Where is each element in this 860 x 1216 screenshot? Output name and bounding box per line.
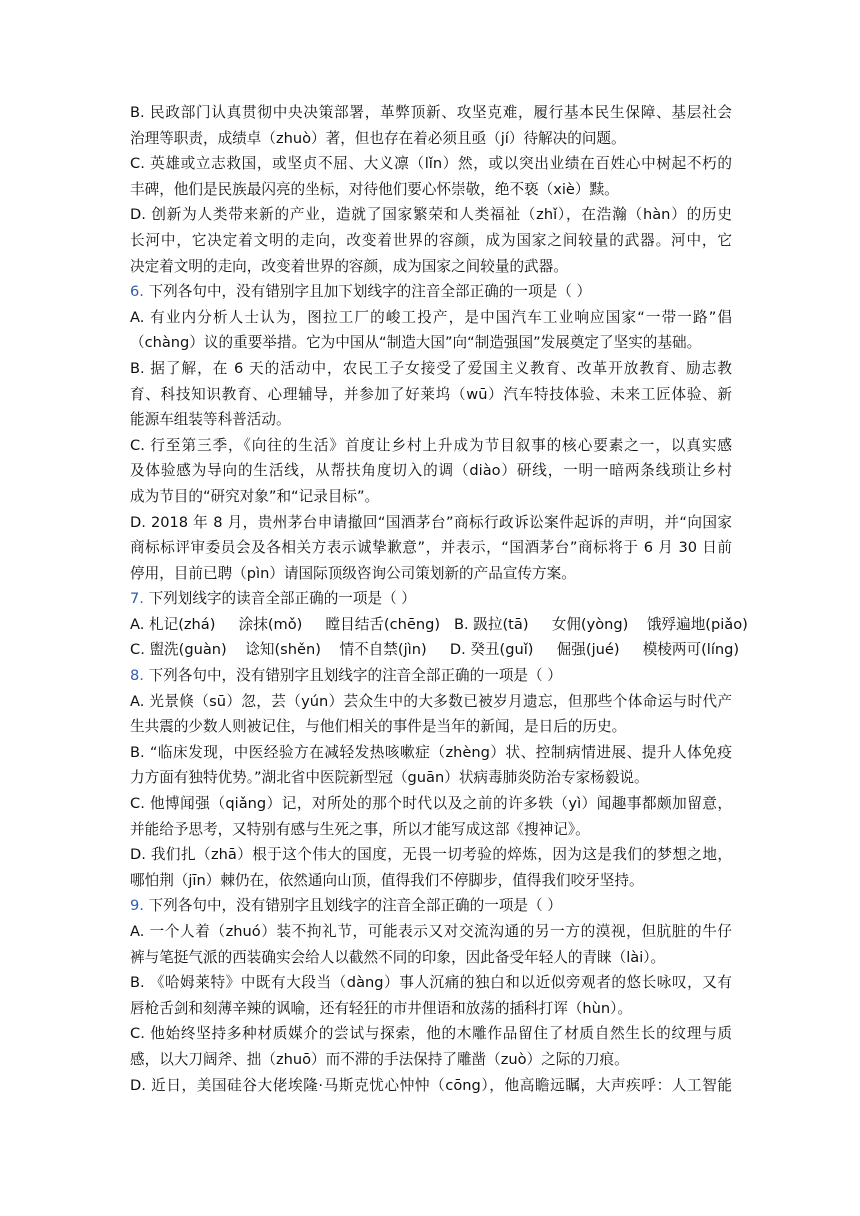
text-line: D. 2018 年 8 月，贵州茅台申请撤回“国酒茅台”商标行政诉讼案件起诉的声明，并“向国家 [130,513,732,531]
question-line [130,279,732,305]
text-line: B. 《哈姆莱特》中既有大段当（dàng）事人沉痛的独白和以近似旁观者的悠长咏叹，又有 [130,974,732,992]
question-number: 9. [130,897,144,915]
text-line: 长河中，它决定着文明的走向，改变着世界的容颜，成为国家之间较量的武器。河中，它 [130,231,732,249]
text-line: C. 英雄或立志救国，或坚贞不屈、大义凛（lǐn）然，或以突出业绩在百姓心中树起不朽的 [130,155,732,173]
text-line: 力方面有独特优势。”湖北省中医院新型冠（guān）状病毒肺炎防治专家杨毅说。 [130,769,649,787]
text-line: C. 他博闻强（qiǎng）记，对所处的那个时代以及之前的许多轶（yì）闻趣事都颇加留意， [130,795,732,813]
text-line: B. 民政部门认真贯彻中央决策部署，革弊顶新、攻坚克难，履行基本民生保障、基层社会 [130,104,732,121]
question-text: 下列划线字的读音全部正确的一项是（ ） [148,590,416,608]
text-line: 并能给予思考，又特别有感与生死之事，所以才能写成这部《搜神记》。 [130,820,590,838]
question-number: 7. [130,590,144,608]
text-line: 丰碑，他们是民族最闪亮的坐标，对待他们要心怀崇敬，绝不亵（xiè）黩。 [130,180,619,198]
text-line: 商标标评审委员会及各相关方表示诚挚歉意”，并表示，“国酒茅台”商标将于 6 月 30 日前 [130,539,732,557]
text-line: 裤与笔挺气派的西装确实会给人以截然不同的印象，因此备受年轻人的青睐（lài）。 [130,948,666,966]
text-line: C. 盥洗(guàn) 谂知(shěn) 情不自禁(jìn) D. 癸丑(guǐ) 倔强(jué) 模棱两可(líng) [130,641,740,659]
text-line: A. 札记(zhá) 涂抹(mǒ) 瞠目结舌(chēng) B. 趿拉(tā) 女佣(yòng) 饿殍遍地(piǎo) [130,615,748,633]
text-line: B. 据了解，在 6 天的活动中，农民工子女接受了爱国主义教育、改革开放教育、励志教 [130,359,732,377]
text-line: 能源车组装等科普活动。 [130,411,291,429]
text-line: 唇枪舌剑和刻薄辛辣的讽喻，还有轻狂的市井俚语和放荡的插科打诨（hùn）。 [130,999,633,1017]
text-line: 育、科技知识教育、心理辅导，并参加了好莱坞（wū）汽车特技体验、未来工匠体验、新 [130,385,732,403]
question-line [130,586,732,612]
text-line: 成为节目的“研究对象”和“记录目标”。 [130,487,380,505]
text-line: C. 行至第三季，《向往的生活》首度让乡村上升成为节目叙事的核心要素之一，以真实感 [130,436,732,454]
text-line: （chàng）议的重要举措。它为中国从“制造大国”向“制造强国”发展奠定了坚实的基础。 [130,334,702,352]
text-line: B. “临床发现，中医经验方在减轻发热咳嗽症（zhèng）状、控制病情进展、提升人体免疫 [130,743,732,761]
text-line: 决定着文明的走向，改变着世界的容颜，成为国家之间较量的武器。 [130,257,568,275]
text-line: D. 我们扎（zhā）根于这个伟大的国度，无畏一切考验的焠炼，因为这是我们的梦想之地， [130,846,732,864]
text-line: 感，以大刀阔斧、拙（zhuō）而不滞的手法保持了雕凿（zuò）之际的刀痕。 [130,1050,629,1068]
question-text: 下列各句中，没有错别字且加下划线字的注音全部正确的一项是（ ） [148,283,592,301]
question-text: 下列各句中，没有错别字且划线字的注音全部正确的一项是（ ） [148,667,562,685]
text-line: 哪怕荆（jīn）棘仍在，依然通向山顶，值得我们不停脚步，值得我们咬牙坚持。 [130,871,644,889]
question-line [130,663,732,689]
text-line: D. 近日，美国硅谷大佬埃隆·马斯克忧心忡忡（cōng），他高瞻远瞩，大声疾呼：人工智能 [130,1076,732,1094]
question-number: 8. [130,667,144,685]
text-line: A. 光景倏（sū）忽，芸（yún）芸众生中的大多数已被岁月遗忘，但那些个体命运与时代产 [130,692,732,710]
question-line [130,893,732,919]
text-line: 及体验感为导向的生活线，从帮扶角度切入的调（diào）研线，一明一暗两条线琐让乡村 [130,462,732,480]
question-number: 6. [130,283,144,301]
text-line: A. 有业内分析人士认为，图拉工厂的峻工投产，是中国汽车工业响应国家“一带一路”倡 [130,308,732,326]
text-line: D. 创新为人类带来新的产业，造就了国家繁荣和人类福祉（zhǐ），在浩瀚（hàn）的历史 [130,206,732,224]
question-text: 下列各句中，没有错别字且划线字的注音全部正确的一项是（ ） [148,897,562,915]
document-page [130,100,748,1098]
text-line: C. 他始终坚持多种材质媒介的尝试与探索，他的木雕作品留住了材质自然生长的纹理与质 [130,1025,732,1043]
text-line: A. 一个人着（zhuó）装不拘礼节，可能表示又对交流沟通的另一方的漠视，但肮脏的牛仔 [130,923,732,940]
text-line: 治理等职责，成绩卓（zhuò）著，但也存在着必须且亟（jí）待解决的问题。 [130,129,626,147]
text-line: 生共震的少数人则被记住，与他们相关的事件是当年的新闻，是日后的历史。 [130,718,627,736]
text-line: 停用，目前已聘（pìn）请国际顶级咨询公司策划新的产品宣传方案。 [130,564,576,582]
